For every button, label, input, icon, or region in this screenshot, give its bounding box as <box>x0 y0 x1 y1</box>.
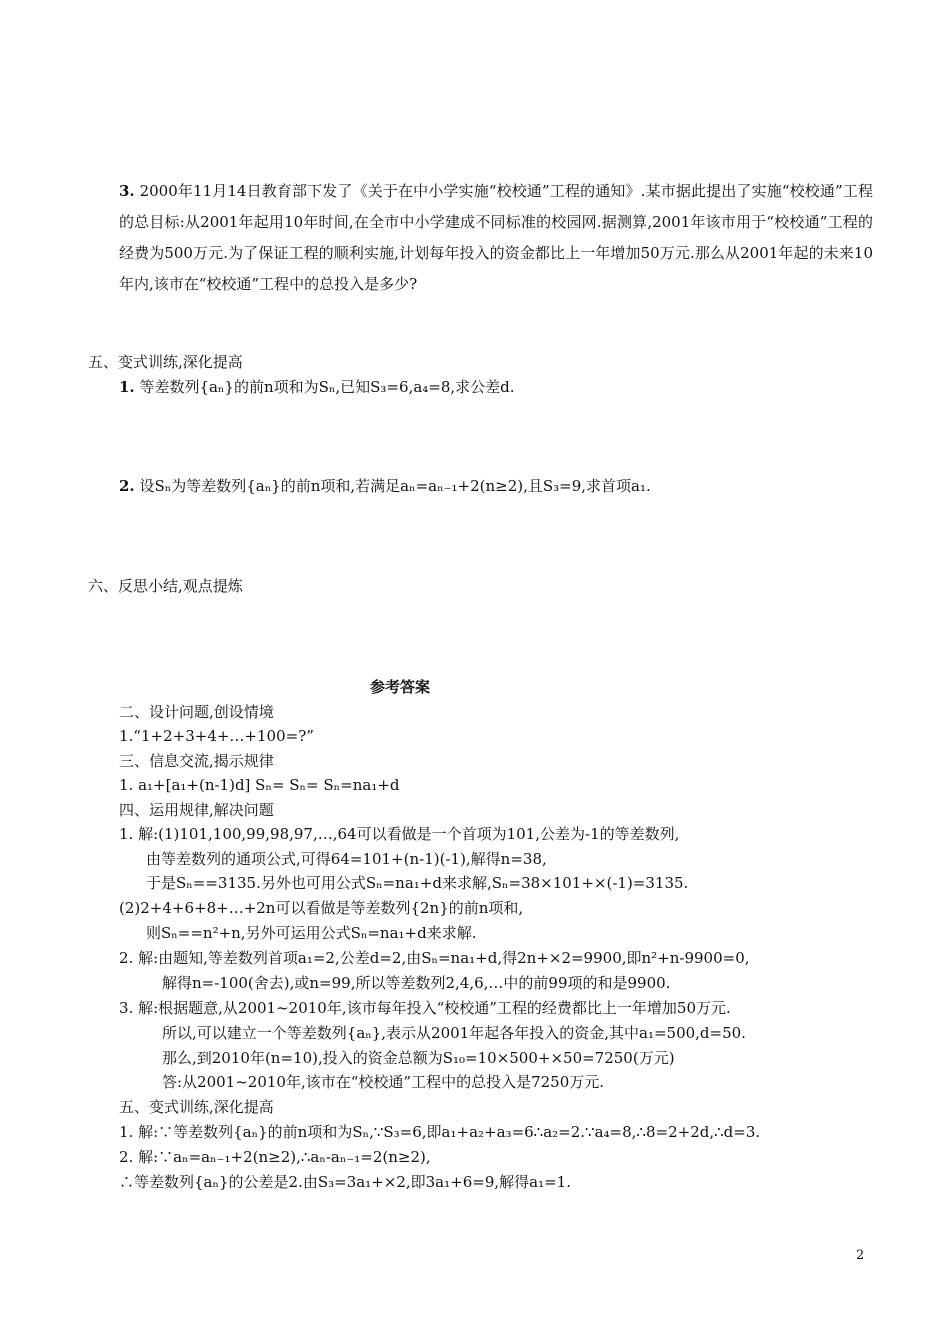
answers-title: 参考答案 <box>370 678 431 696</box>
answer-line: 四、运用规律,解决问题 <box>119 801 274 819</box>
answer-line: 解得n=-100(舍去),或n=99,所以等差数列2,4,6,…中的前99项的和是9900. <box>162 974 671 992</box>
answer-line: 那么,到2010年(n=10),投入的资金总额为S₁₀=10×500+×50=7250(万元) <box>162 1049 675 1067</box>
answer-line: 2. 解:∵aₙ=aₙ₋₁+2(n≥2),∴aₙ-aₙ₋₁=2(n≥2), <box>119 1148 431 1166</box>
page-number: 2 <box>856 1248 865 1263</box>
answer-line: 1. 解:∵等差数列{aₙ}的前n项和为Sₙ,∵S₃=6,即a₁+a₂+a₃=6∴a₂=2.∵a₄=8,∴8=2+2d,∴d=3. <box>119 1123 761 1141</box>
section-6-heading: 六、反思小结,观点提炼 <box>88 577 243 595</box>
section-5-question-2 <box>119 476 651 496</box>
section-5-question-1 <box>119 377 515 397</box>
answer-line: (2)2+4+6+8+…+2n可以看做是等差数列{2n}的前n项和, <box>119 899 524 917</box>
answer-line: 由等差数列的通项公式,可得64=101+(n-1)(-1),解得n=38, <box>146 850 547 868</box>
problem-3 <box>119 176 873 300</box>
answer-line: 三、信息交流,揭示规律 <box>119 752 274 770</box>
answer-line: 1.“1+2+3+4+…+100=?” <box>119 727 314 745</box>
problem-3-text: 2000年11月14日教育部下发了《关于在中小学实施“校校通”工程的通知》.某市据此提出了实施“校校通”工程的总目标:从2001年起用10年时间,在全市中小学建成不同标准的校园网.据测算,2001年该市用于“校校通”工程的经费为500万元.为了保证工程的顺利实施,计划每年投入的资金都比上一年增加50万元.那么从2001年起的未来10年内,该市在“校校通”工程中的总投入是多少? <box>119 182 873 293</box>
answer-line: 二、设计问题,创设情境 <box>119 703 274 721</box>
answer-line: 答:从2001~2010年,该市在“校校通”工程中的总投入是7250万元. <box>162 1073 605 1091</box>
question-1-text: 等差数列{aₙ}的前n项和为Sₙ,已知S₃=6,a₄=8,求公差d. <box>134 378 515 396</box>
answer-line: ∴等差数列{aₙ}的公差是2.由S₃=3a₁+×2,即3a₁+6=9,解得a₁=1. <box>119 1173 571 1191</box>
answer-line: 五、变式训练,深化提高 <box>119 1098 274 1116</box>
answer-line: 3. 解:根据题意,从2001~2010年,该市每年投入“校校通”工程的经费都比上一年增加50万元. <box>119 999 731 1017</box>
problem-3-number: 3. <box>119 182 135 200</box>
question-2-number: 2. <box>119 477 135 495</box>
answer-line: 则Sₙ==n²+n,另外可运用公式Sₙ=na₁+d来求解. <box>146 924 477 942</box>
answer-line: 1. 解:(1)101,100,99,98,97,…,64可以看做是一个首项为101,公差为-1的等差数列, <box>119 825 680 843</box>
answer-line: 1. a₁+[a₁+(n-1)d] Sₙ= Sₙ= Sₙ=na₁+d <box>119 776 400 794</box>
answer-line: 2. 解:由题知,等差数列首项a₁=2,公差d=2,由Sₙ=na₁+d,得2n+×2=9900,即n²+n-9900=0, <box>119 949 750 967</box>
answer-line: 于是Sₙ==3135.另外也可用公式Sₙ=na₁+d来求解,Sₙ=38×101+×(-1)=3135. <box>146 874 689 892</box>
question-2-text: 设Sₙ为等差数列{aₙ}的前n项和,若满足aₙ=aₙ₋₁+2(n≥2),且S₃=9,求首项a₁. <box>134 477 651 495</box>
section-5-heading: 五、变式训练,深化提高 <box>88 353 243 371</box>
question-1-number: 1. <box>119 378 135 396</box>
answer-line: 所以,可以建立一个等差数列{aₙ},表示从2001年起各年投入的资金,其中a₁=500,d=50. <box>162 1024 746 1042</box>
